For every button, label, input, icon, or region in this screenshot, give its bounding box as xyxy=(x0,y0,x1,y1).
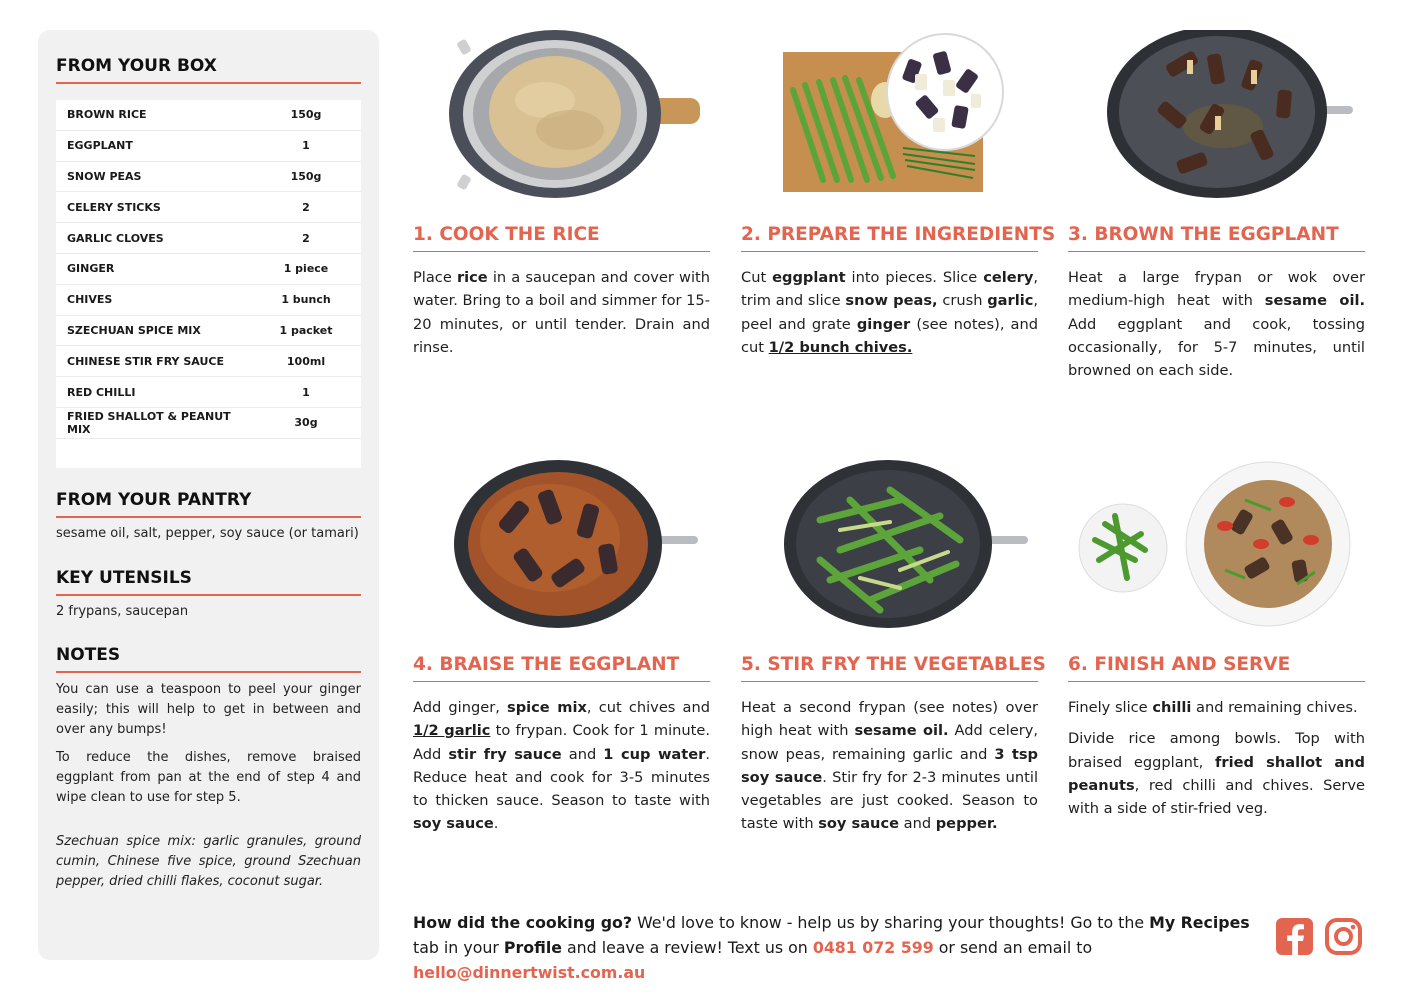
from-your-pantry-heading: FROM YOUR PANTRY xyxy=(56,490,361,518)
ingredient-row xyxy=(56,346,361,377)
ingredient-row xyxy=(56,377,361,408)
ingredient-qty: 2 xyxy=(302,200,310,214)
instagram-icon[interactable] xyxy=(1325,918,1362,955)
sidebar-panel xyxy=(38,30,379,960)
rice-in-strainer-photo xyxy=(445,30,705,198)
phone-link[interactable]: 0481 072 599 xyxy=(812,938,934,957)
braised-eggplant-pan-photo xyxy=(450,460,705,628)
stir-fried-greens-pan-photo xyxy=(780,460,1035,628)
step-3-body: Heat a large frypan or wok over medium-high heat with sesame oil. Add eggplant and cook, tossing occasionally, for 5-7 minutes, until browned on each side. xyxy=(1068,269,1365,380)
ingredient-row xyxy=(56,254,361,285)
step-2-body: Cut eggplant into pieces. Slice celery, trim and slice snow peas, crush garlic, peel and grate ginger (see notes), and cut 1/2 bunch chives. xyxy=(741,269,1038,356)
ingredient-name: CHIVES xyxy=(67,293,113,307)
feedback-footer: How did the cooking go? We'd love to know - help us by sharing your thoughts! Go to the My Recipes tab in your Profile and leave a review! Text us on 0481 072 599 or send an email to hello@dinnertwist.com.au xyxy=(413,913,1250,982)
step-4-title: 4. BRAISE THE EGGPLANT xyxy=(413,654,710,682)
ingredient-row xyxy=(56,162,361,193)
ingredient-row xyxy=(56,223,361,254)
ingredient-row xyxy=(56,100,361,131)
ingredient-qty: 150g xyxy=(290,169,322,183)
step-6-body: Finely slice chilli and remaining chives. Divide rice among bowls. Top with braised eggplant, fried shallot and peanuts, red chilli and chives. Serve with a side of stir-fried veg. xyxy=(1068,699,1365,818)
ingredient-row xyxy=(56,408,361,439)
note-spice-mix: Szechuan spice mix: garlic granules, ground cumin, Chinese five spice, ground Szechuan pepper, dried chilli flakes, coconut sugar. xyxy=(56,834,361,889)
step-2-title: 2. PREPARE THE INGREDIENTS xyxy=(741,224,1038,252)
ingredient-row xyxy=(56,131,361,162)
ingredient-qty: 2 xyxy=(302,231,310,245)
ingredient-name: GARLIC CLOVES xyxy=(67,231,164,245)
from-your-box-heading: FROM YOUR BOX xyxy=(56,56,361,84)
ingredient-row xyxy=(56,316,361,347)
step-4-body: Add ginger, spice mix, cut chives and 1/2 garlic to frypan. Cook for 1 minute. Add stir fry sauce and 1 cup water. Reduce heat and cook for 3-5 minutes to thicken sauce. Season to taste with soy sauce. xyxy=(413,699,711,833)
ingredient-name: FRIED SHALLOT & PEANUT MIX xyxy=(67,409,231,436)
ingredient-name: CELERY STICKS xyxy=(67,200,161,214)
ingredients-table xyxy=(56,100,361,468)
plated-dish-photo xyxy=(1075,460,1360,628)
step-5-title: 5. STIR FRY THE VEGETABLES xyxy=(741,654,1038,682)
ingredient-name: EGGPLANT xyxy=(67,139,133,153)
note-dishes: To reduce the dishes, remove braised eggplant from pan at the end of step 4 and wipe clean to use for step 5. xyxy=(56,750,361,805)
email-link[interactable]: hello@dinnertwist.com.au xyxy=(413,963,646,982)
step-1-body: Place rice in a saucepan and cover with water. Bring to a boil and simmer for 15-20 minutes, or until tender. Drain and rinse. xyxy=(413,269,710,356)
ingredient-row xyxy=(56,285,361,316)
chopped-vegetables-board-photo xyxy=(775,30,1010,198)
ingredient-name: BROWN RICE xyxy=(67,108,147,122)
ingredient-name: CHINESE STIR FRY SAUCE xyxy=(67,354,224,368)
eggplant-in-frypan-photo xyxy=(1105,30,1360,198)
ingredient-name: SNOW PEAS xyxy=(67,169,142,183)
ingredient-name: SZECHUAN SPICE MIX xyxy=(67,323,201,337)
ingredient-qty: 30g xyxy=(294,416,318,430)
ingredient-qty: 1 packet xyxy=(279,323,333,337)
step-3-title: 3. BROWN THE EGGPLANT xyxy=(1068,224,1365,252)
ingredient-qty: 1 bunch xyxy=(281,293,331,307)
ingredient-qty: 1 xyxy=(302,385,310,399)
facebook-icon[interactable] xyxy=(1276,918,1313,955)
key-utensils-heading: KEY UTENSILS xyxy=(56,568,361,596)
ingredient-qty: 150g xyxy=(290,108,322,122)
utensils-text: 2 frypans, saucepan xyxy=(56,604,189,619)
ingredient-qty: 100ml xyxy=(286,354,326,368)
note-ginger: You can use a teaspoon to peel your ginger easily; this will help to get in between and over any bumps! xyxy=(56,682,361,737)
notes-heading: NOTES xyxy=(56,645,361,673)
pantry-text: sesame oil, salt, pepper, soy sauce (or tamari) xyxy=(56,526,359,541)
ingredient-qty: 1 xyxy=(302,139,310,153)
ingredient-row xyxy=(56,192,361,223)
ingredient-name: GINGER xyxy=(67,262,115,276)
notes-body xyxy=(56,680,361,900)
ingredient-qty: 1 piece xyxy=(283,262,329,276)
step-1-title: 1. COOK THE RICE xyxy=(413,224,710,252)
step-6-title: 6. FINISH AND SERVE xyxy=(1068,654,1365,682)
ingredient-name: RED CHILLI xyxy=(67,385,136,399)
step-5-body: Heat a second frypan (see notes) over high heat with sesame oil. Add celery, snow peas, remaining garlic and 3 tsp soy sauce. Stir fry for 2-3 minutes until vegetables are just cooked. Season to taste with soy sauce and pepper. xyxy=(741,699,1039,833)
